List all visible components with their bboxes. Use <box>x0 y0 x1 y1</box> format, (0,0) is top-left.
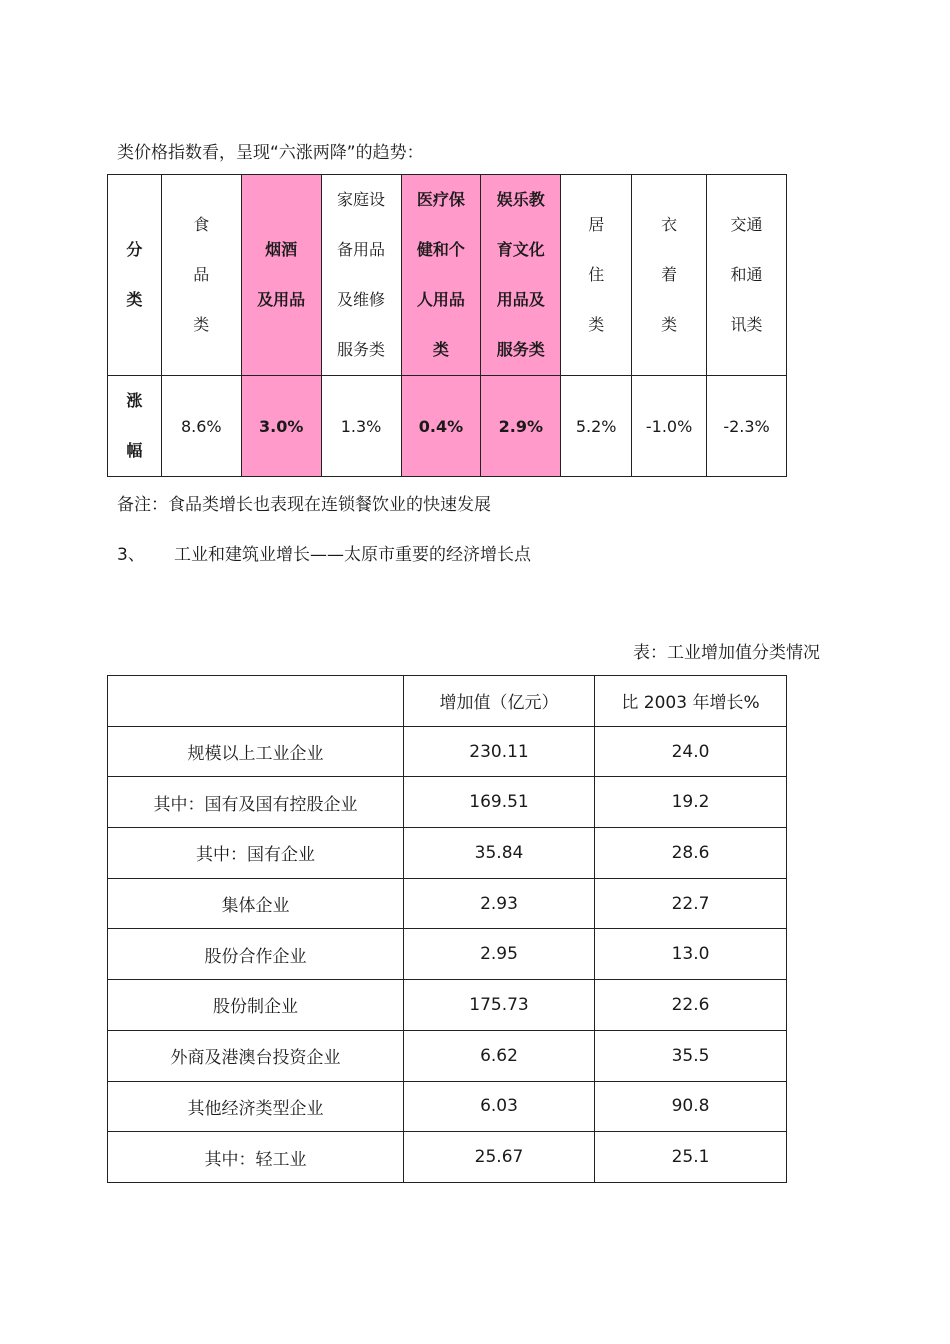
industry-value-table <box>107 675 787 1183</box>
growth-value: 2.9% <box>481 376 561 477</box>
category-cell-housing <box>561 175 632 376</box>
category-cell-tobacco <box>241 175 321 376</box>
table-row <box>108 1132 787 1183</box>
table-row <box>108 929 787 980</box>
category-name-line: 交通 <box>730 215 763 234</box>
row-growth: 22.6 <box>595 980 787 1031</box>
growth-header-char: 幅 <box>126 441 143 460</box>
category-name-line: 医疗保 <box>416 190 465 209</box>
category-name-line: 衣 <box>661 215 678 234</box>
table-row <box>108 828 787 879</box>
table-row <box>108 726 787 777</box>
growth-value: 3.0% <box>241 376 321 477</box>
table-row <box>108 777 787 828</box>
category-name-line: 和通 <box>730 265 763 284</box>
growth-header-char: 涨 <box>126 391 143 410</box>
row-value: 175.73 <box>404 980 595 1031</box>
row-label: 其中：国有企业 <box>108 828 404 879</box>
note-text: 备注：食品类增长也表现在连锁餐饮业的快速发展 <box>117 495 491 515</box>
table-row <box>108 980 787 1031</box>
row-label: 股份合作企业 <box>108 929 404 980</box>
row-label: 外商及港澳台投资企业 <box>108 1030 404 1081</box>
row-growth: 24.0 <box>595 726 787 777</box>
category-name-line: 用品及 <box>496 290 545 309</box>
table-row <box>108 1030 787 1081</box>
category-name-line: 食 <box>193 215 210 234</box>
category-name-line: 服务类 <box>496 340 545 359</box>
row-label: 其他经济类型企业 <box>108 1081 404 1132</box>
category-header-char: 类 <box>126 290 143 309</box>
category-name-line: 居 <box>588 215 605 234</box>
category-name-line: 娱乐教 <box>496 190 545 209</box>
section-number: 3、 <box>117 545 145 565</box>
category-cell-clothing <box>632 175 707 376</box>
row-growth: 90.8 <box>595 1081 787 1132</box>
growth-value: -2.3% <box>707 376 787 477</box>
category-header-cell <box>108 175 162 376</box>
price-index-table <box>107 174 787 477</box>
category-name-line: 着 <box>661 265 678 284</box>
section-heading <box>117 540 531 565</box>
category-name-line: 服务类 <box>337 340 386 359</box>
category-name-line: 健和个 <box>416 240 465 259</box>
category-name-line: 及用品 <box>257 290 306 309</box>
category-name-line: 类 <box>432 340 449 359</box>
table-header-row <box>108 676 787 727</box>
category-cell-household <box>321 175 401 376</box>
growth-value: 5.2% <box>561 376 632 477</box>
row-value: 6.62 <box>404 1030 595 1081</box>
growth-value: 1.3% <box>321 376 401 477</box>
section-title: 工业和建筑业增长——太原市重要的经济增长点 <box>174 545 531 565</box>
category-cell-medical <box>401 175 481 376</box>
category-cell-transport <box>707 175 787 376</box>
table-row <box>108 1081 787 1132</box>
category-cell-entertainment <box>481 175 561 376</box>
category-row <box>108 175 787 376</box>
growth-header-cell <box>108 376 162 477</box>
growth-value: 0.4% <box>401 376 481 477</box>
category-name-line: 类 <box>588 315 605 334</box>
header-cell: 增加值（亿元） <box>404 676 595 727</box>
row-label: 其中：国有及国有控股企业 <box>108 777 404 828</box>
row-value: 169.51 <box>404 777 595 828</box>
category-header-char: 分 <box>126 240 143 259</box>
category-name-line: 类 <box>661 315 678 334</box>
row-value: 35.84 <box>404 828 595 879</box>
row-value: 2.95 <box>404 929 595 980</box>
row-growth: 25.1 <box>595 1132 787 1183</box>
category-name-line: 人用品 <box>416 290 465 309</box>
category-name-line: 烟酒 <box>265 240 298 259</box>
row-value: 230.11 <box>404 726 595 777</box>
row-label: 其中：轻工业 <box>108 1132 404 1183</box>
category-name-line: 类 <box>193 315 210 334</box>
row-value: 25.67 <box>404 1132 595 1183</box>
row-growth: 35.5 <box>595 1030 787 1081</box>
row-label: 股份制企业 <box>108 980 404 1031</box>
intro-text: 类价格指数看，呈现“六涨两降”的趋势： <box>117 143 424 163</box>
category-name-line: 备用品 <box>337 240 386 259</box>
category-name-line: 品 <box>193 265 210 284</box>
row-growth: 22.7 <box>595 878 787 929</box>
row-value: 6.03 <box>404 1081 595 1132</box>
category-name-line: 住 <box>588 265 605 284</box>
category-name-line: 育文化 <box>496 240 545 259</box>
row-growth: 13.0 <box>595 929 787 980</box>
row-label: 规模以上工业企业 <box>108 726 404 777</box>
category-name-line: 讯类 <box>730 315 763 334</box>
growth-value: 8.6% <box>161 376 241 477</box>
header-cell <box>108 676 404 727</box>
row-growth: 28.6 <box>595 828 787 879</box>
growth-value: -1.0% <box>632 376 707 477</box>
category-cell-food <box>161 175 241 376</box>
category-name-line: 家庭设 <box>337 190 386 209</box>
header-cell: 比 2003 年增长% <box>595 676 787 727</box>
row-value: 2.93 <box>404 878 595 929</box>
category-name-line: 及维修 <box>337 290 386 309</box>
table-row <box>108 878 787 929</box>
table-caption: 表：工业增加值分类情况 <box>633 643 820 663</box>
row-growth: 19.2 <box>595 777 787 828</box>
row-label: 集体企业 <box>108 878 404 929</box>
growth-row <box>108 376 787 477</box>
